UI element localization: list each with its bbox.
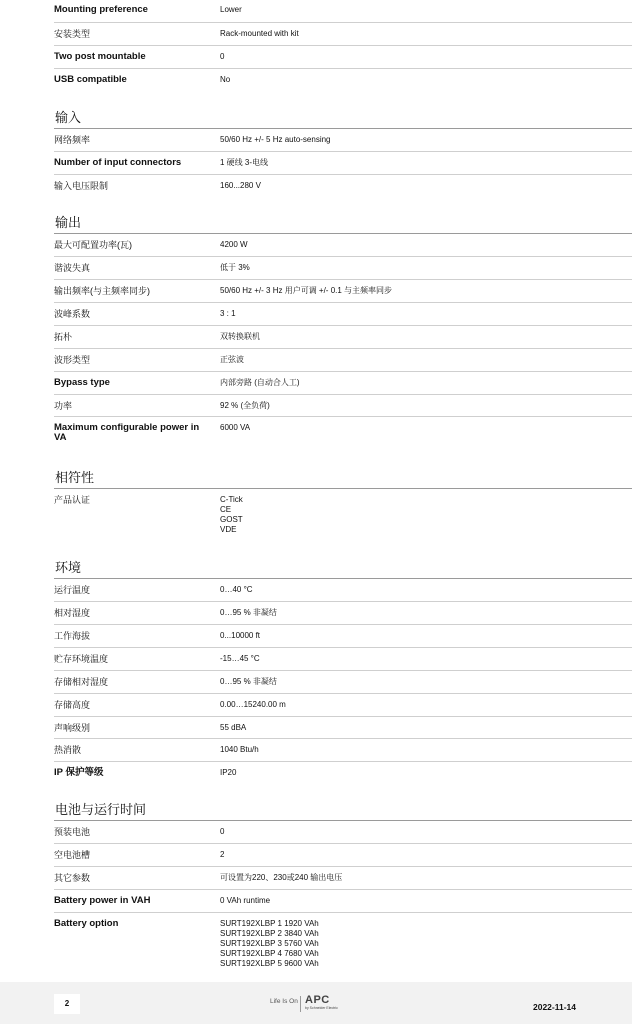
section-output	[54, 213, 632, 451]
spec-value: Rack-mounted with kit	[220, 29, 299, 38]
spec-key: 功率	[54, 401, 73, 411]
spec-value: 160...280 V	[220, 181, 261, 190]
spec-key: USB compatible	[54, 74, 127, 85]
spec-value: 1 硬线 3-电线	[220, 158, 269, 167]
spec-key: 运行温度	[54, 585, 91, 595]
spec-row	[54, 129, 632, 152]
spec-row	[54, 694, 632, 717]
section-environment	[54, 558, 632, 784]
spec-key: Two post mountable	[54, 51, 146, 62]
spec-value: 2	[220, 850, 225, 859]
spec-key: IP 保护等级	[54, 767, 104, 778]
spec-value: No	[220, 75, 231, 84]
spec-key: 存储相对湿度	[54, 677, 109, 687]
spec-key: 输出频率(与主频率同步)	[54, 286, 150, 296]
spec-value: 50/60 Hz +/- 3 Hz 用户可调 +/- 0.1 与主频率同步	[220, 286, 393, 295]
section-title: 相符性	[54, 468, 632, 489]
spec-value: -15…45 °C	[220, 654, 260, 663]
spec-row	[54, 890, 632, 913]
spec-value: Lower	[220, 5, 242, 14]
spec-value: 6000 VA	[220, 423, 251, 432]
spec-key: Number of input connectors	[54, 157, 182, 168]
spec-row	[54, 913, 632, 979]
spec-row	[54, 489, 632, 547]
spec-key: 输入电压限制	[54, 181, 109, 191]
spec-key: 拓朴	[54, 332, 73, 342]
spec-key: 最大可配置功率(瓦)	[54, 240, 132, 250]
section-input	[54, 108, 632, 197]
spec-row	[54, 602, 632, 625]
spec-value: 0	[220, 827, 225, 836]
spec-key: Battery power in VAH	[54, 895, 151, 906]
spec-value: 可设置为220、230或240 输出电压	[220, 873, 343, 882]
spec-key: 存储高度	[54, 700, 91, 710]
spec-value: 55 dBA	[220, 723, 247, 732]
spec-key: Mounting preference	[54, 4, 148, 15]
spec-key: 预装电池	[54, 827, 91, 837]
spec-value: 正弦波	[220, 355, 244, 364]
spec-row	[54, 23, 632, 46]
brand-tagline: Life Is On	[270, 998, 298, 1005]
section-mounting	[54, 0, 632, 91]
spec-value: 0…40 °C	[220, 585, 253, 594]
spec-value: 1040 Btu/h	[220, 745, 259, 754]
spec-value: 0 VAh runtime	[220, 896, 271, 905]
spec-row	[54, 303, 632, 326]
brand-sub: by Schneider Electric	[305, 1006, 338, 1010]
section-battery	[54, 800, 632, 979]
spec-key: Maximum configurable power in VA	[54, 422, 200, 443]
spec-value: 双转换联机	[220, 332, 260, 341]
page-number: 2	[54, 994, 80, 1014]
spec-key: 贮存环境温度	[54, 654, 109, 664]
spec-row	[54, 46, 632, 69]
spec-row	[54, 395, 632, 417]
spec-row	[54, 648, 632, 671]
spec-row	[54, 417, 632, 451]
spec-key: 波形类型	[54, 355, 91, 365]
spec-key: 产品认证	[54, 495, 91, 505]
spec-key: 热消散	[54, 745, 82, 755]
spec-key: 相对湿度	[54, 608, 91, 618]
spec-row	[54, 349, 632, 372]
spec-value: 4200 W	[220, 240, 248, 249]
spec-value: 0...10000 ft	[220, 631, 261, 640]
spec-row	[54, 717, 632, 739]
spec-key: 安装类型	[54, 29, 91, 39]
spec-value: SURT192XLBP 1 1920 VAh SURT192XLBP 2 3840 VAh SURT192XLBP 3 5760 VAh SURT192XLBP 4 7680 VAh SURT192XLBP 5 9600 VAh	[220, 919, 319, 968]
spec-key: 声响级别	[54, 723, 91, 733]
spec-key: 空电池槽	[54, 850, 91, 860]
spec-row	[54, 625, 632, 648]
document-date: 2022-11-14	[533, 1002, 577, 1012]
page-footer	[0, 982, 632, 1024]
section-title: 环境	[54, 558, 632, 579]
spec-row	[54, 739, 632, 762]
spec-row	[54, 821, 632, 844]
spec-value: 0…95 % 非凝结	[220, 677, 277, 686]
spec-row	[54, 867, 632, 890]
spec-value: 0.00…15240.00 m	[220, 700, 286, 709]
spec-key: 工作海拔	[54, 631, 91, 641]
spec-value: 0	[220, 52, 225, 61]
spec-row	[54, 844, 632, 867]
spec-key: 波峰系数	[54, 309, 91, 319]
section-title: 输入	[54, 108, 632, 129]
spec-row	[54, 372, 632, 395]
spec-row	[54, 175, 632, 197]
apc-logo: APC	[305, 994, 330, 1006]
spec-key: Battery option	[54, 918, 119, 929]
spec-value: 3 : 1	[220, 309, 236, 318]
spec-row	[54, 257, 632, 280]
spec-row	[54, 762, 632, 784]
section-compliance	[54, 468, 632, 547]
spec-row	[54, 0, 632, 23]
spec-value: 内部旁路 (自动合人工)	[220, 378, 300, 387]
spec-value: C-Tick CE GOST VDE	[220, 495, 243, 534]
spec-value: IP20	[220, 768, 237, 777]
spec-key: Bypass type	[54, 377, 110, 388]
spec-key: 其它参数	[54, 873, 91, 883]
spec-value: 0…95 % 非凝结	[220, 608, 277, 617]
spec-row	[54, 671, 632, 694]
brand-divider	[300, 996, 301, 1012]
spec-key: 网络频率	[54, 135, 91, 145]
spec-row	[54, 579, 632, 602]
spec-row	[54, 280, 632, 303]
spec-row	[54, 69, 632, 91]
spec-value: 低于 3%	[220, 263, 250, 272]
section-title: 电池与运行时间	[54, 800, 632, 821]
spec-key: 谐波失真	[54, 263, 91, 273]
spec-value: 92 % (全负荷)	[220, 401, 270, 410]
spec-row	[54, 326, 632, 349]
spec-row	[54, 234, 632, 257]
spec-value: 50/60 Hz +/- 5 Hz auto-sensing	[220, 135, 331, 144]
section-title: 输出	[54, 213, 632, 234]
spec-row	[54, 152, 632, 175]
